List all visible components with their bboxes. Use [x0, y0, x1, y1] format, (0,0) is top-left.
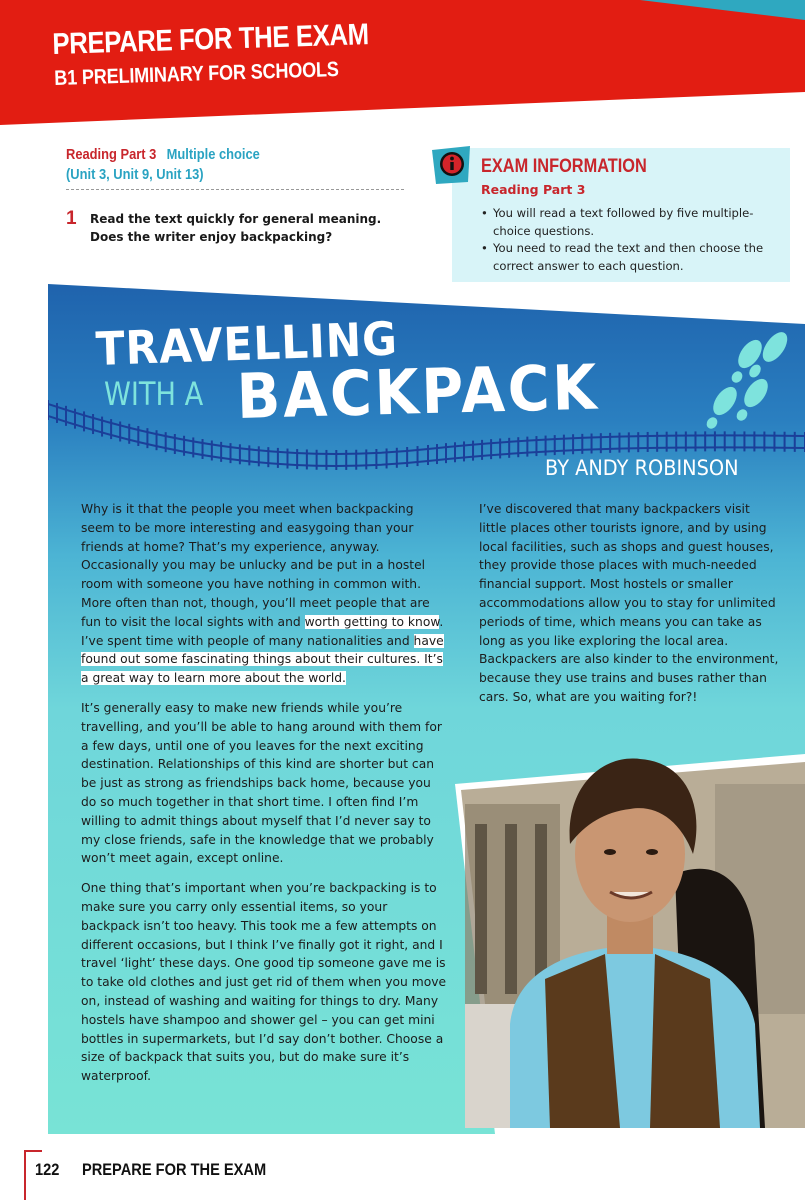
divider: [66, 189, 404, 190]
exam-info-bullet: • You need to read the text and then choose the correct answer to each question.: [481, 240, 781, 275]
banner-shape: [0, 0, 805, 125]
article-column-left: [81, 500, 447, 1097]
exam-info-list: [481, 205, 781, 275]
article-title-line1: TRAVELLING: [94, 311, 399, 376]
exam-info-bullet: • You will read a text followed by five multiple-choice questions.: [481, 205, 781, 240]
paragraph-1: [81, 500, 447, 688]
highlighted-phrase: have found out some fascinating things about their cultures. It’s a great way to learn more about the world.: [81, 633, 444, 686]
section-units: (Unit 3, Unit 9, Unit 13): [66, 166, 204, 183]
footer-label: PREPARE FOR THE EXAM: [82, 1160, 267, 1179]
article: [48, 284, 805, 1134]
paragraph-text: . I’ve spent time with people of many nationalities and: [81, 614, 444, 648]
paragraph-text: Why is it that the people you meet when backpacking seem to be more interesting and easygoing than your friends at home? That’s my experience, anyway. Occasionally you may be unlucky and be put in a hostel room with someone you have nothing in common with. More often than not, though, you’ll meet people that are fun to visit the local sights with and: [81, 502, 430, 629]
task-instruction: Read the text quickly for general meaning. Does the writer enjoy backpacking?: [90, 212, 382, 244]
footer-accent-tick: [24, 1150, 42, 1152]
article-byline: BY ANDY ROBINSON: [545, 456, 739, 480]
footer-accent-bar: [24, 1150, 26, 1200]
section-part: Reading Part 3: [66, 146, 157, 163]
banner-title: PREPARE FOR THE EXAM: [51, 18, 370, 61]
paragraph-2: It’s generally easy to make new friends while you’re travelling, and you’ll be able to hang around with them for a few days, until one of you leaves for the next exciting destination. Relationships of this kind are shorter but can be just as strong as friendships back home, because you do so much together in that short time. I often find I’m willing to admit things about myself that I’d never say to my close friends, safe in the knowledge that we probably won’t meet again, except online.: [81, 700, 442, 866]
article-column-right: [479, 500, 779, 718]
exam-info-title: EXAM INFORMATION: [481, 156, 647, 177]
exam-info-subtitle: Reading Part 3: [481, 182, 586, 197]
header-banner: [0, 0, 805, 125]
banner-subtitle: B1 PRELIMINARY FOR SCHOOLS: [53, 58, 340, 90]
section-type: Multiple choice: [166, 146, 260, 163]
task-number: 1: [66, 208, 77, 229]
highlighted-phrase: worth getting to know: [304, 614, 440, 629]
paragraph-3: One thing that’s important when you’re backpacking is to make sure you carry only essential items, so your backpack isn’t too heavy. This took me a few attempts on different occasions, but I think I’ve finally got it right, and I travel ‘light’ these days. One good tip someone gave me is to take old clothes and just get rid of them when you move on, instead of washing and waiting for things to dry. Many hostels have shampoo and shower gel – you can get mini bottles in supermarkets, but I’d say don’t bother. Choose a size of backpack that suits you, but do make sure it’s waterproof.: [81, 881, 447, 1084]
article-title-with: WITH A: [104, 375, 204, 413]
article-title-line2: BACKPACK: [235, 350, 601, 433]
paragraph-4: I’ve discovered that many backpackers visit little places other tourists ignore, and by using local facilities, such as shops and guest houses, they provide those places with much-needed financial support. Most hostels or smaller accommodations allow you to stay for unlimited periods of time, which means you can take as long as you like exploring the local area. Backpackers are also kinder to the environment, because they use trains and buses rather than cars. So, what are you waiting for?!: [479, 502, 779, 704]
page-number: 122: [35, 1160, 60, 1179]
info-icon: [432, 146, 472, 184]
section-heading: [66, 146, 406, 183]
backpacker-photo: [455, 724, 805, 1134]
